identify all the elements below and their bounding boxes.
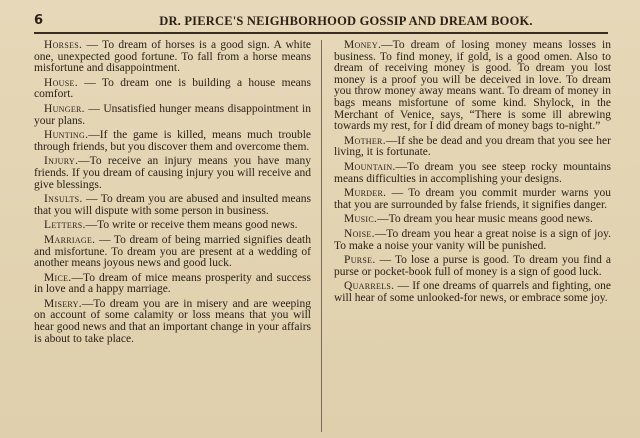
dream-entry: [334, 281, 611, 304]
dream-entry: [334, 136, 611, 159]
entry-headword: House.: [44, 76, 78, 89]
dream-entry: [334, 188, 611, 211]
entry-text: — To dream you are abused and insulted means that you will dispute with some person in business.: [34, 193, 311, 217]
entry-text: —To dream you are in misery and are weeping on account of some calamity or loss means that you will hear good news and that an important change in your affairs is about to take place.: [34, 297, 311, 345]
entry-text: — To dream of being married signifies death and misfortune. To dream you are present at a wedding of another means joyous news and good luck.: [34, 233, 311, 270]
dream-entry: [34, 156, 311, 191]
entry-headword: Misery.: [44, 297, 82, 310]
entry-text: —To dream you hear a great noise is a sign of joy. To make a noise your vanity will be punished.: [334, 227, 611, 252]
entry-headword: Purse.: [344, 254, 376, 267]
entry-headword: Injury.: [44, 155, 79, 168]
entry-text: — To dream you commit murder warns you that you are surrounded by false friends, it signifies danger.: [334, 187, 611, 211]
entry-text: —To receive an injury means you have many friends. If you dream of causing injury you will receive and give blessings.: [34, 155, 311, 191]
entry-headword: Hunting.: [44, 129, 89, 142]
entry-headword: Letters.: [44, 219, 86, 232]
page-header: [34, 10, 608, 34]
entry-headword: Quarrels.: [344, 280, 395, 293]
entry-text: —If she be dead and you dream that you see her living, it is fortunate.: [334, 134, 611, 159]
left-column: [34, 40, 311, 432]
entry-headword: Noise.: [344, 227, 375, 240]
entry-headword: Money.: [344, 40, 382, 51]
dream-entry: [34, 273, 311, 296]
page-number: 6: [34, 13, 44, 28]
entry-text: —To write or receive them means good news.: [85, 219, 298, 232]
dream-entry: [334, 255, 611, 278]
entry-text: — To dream of horses is a good sign. A white one, unexpected good fortune. To fall from a horse means misfortune and disappointment.: [34, 40, 311, 75]
entry-headword: Marriage.: [44, 233, 96, 246]
entry-headword: Mice.: [44, 271, 72, 284]
entry-text: —To dream you hear music means good news.: [377, 213, 593, 226]
entry-text: —To dream you see steep rocky mountains means difficulties in accomplishing your designs.: [334, 160, 611, 185]
entry-text: —To dream of mice means prosperity and success in love and a happy marriage.: [34, 271, 311, 296]
entry-text: — If one dreams of quarrels and fighting, one will hear of some unlooked-for news, or embrace some joy.: [334, 280, 611, 304]
entry-text: —To dream of losing money means losses in business. To find money, if gold, is a good omen. Also to dream of receiving money is good. To dream you lost money is a proof you will be deceived in love. To dream you throw money away means want. To dream of money in bags means misfortune of some kind. Shylock, in the Merchant of Venice, says, “There is some ill abrewing towards my rest, for I did dream of money bags to-night.”: [334, 40, 611, 133]
entry-headword: Horses.: [44, 40, 83, 51]
running-title: DR. PIERCE'S NEIGHBORHOOD GOSSIP AND DREAM BOOK.: [159, 14, 533, 28]
entry-headword: Music.: [344, 213, 378, 226]
dream-entry: [334, 40, 611, 133]
entry-headword: Mountain.: [344, 160, 396, 173]
entry-text: — To lose a purse is good. To dream you find a purse or pocket-book full of money is a sign of good luck.: [334, 254, 611, 278]
entry-headword: Murder.: [344, 187, 387, 200]
entry-text: — To dream one is building a house means comfort.: [34, 76, 311, 101]
dream-entry: [34, 194, 311, 217]
dream-entry: [34, 40, 311, 75]
dream-entry: [34, 78, 311, 101]
entry-headword: Insults.: [44, 193, 83, 206]
entry-headword: Mother.: [344, 134, 386, 147]
entry-text: —If the game is killed, means much trouble through friends, but you discover them and overcome them.: [34, 129, 311, 153]
entry-headword: Hunger.: [44, 102, 85, 115]
right-column: [334, 40, 611, 432]
dream-entry: [34, 104, 311, 127]
column-divider: [321, 40, 322, 432]
dream-entry: [334, 214, 611, 226]
entry-text: — Unsatisfied hunger means disappointment in your plans.: [34, 102, 311, 127]
dream-entry: [34, 299, 311, 345]
dream-entry: [34, 130, 311, 153]
dream-entry: [334, 229, 611, 252]
dream-entry: [334, 162, 611, 185]
dream-entry: [34, 235, 311, 270]
dream-entry: [34, 220, 311, 232]
